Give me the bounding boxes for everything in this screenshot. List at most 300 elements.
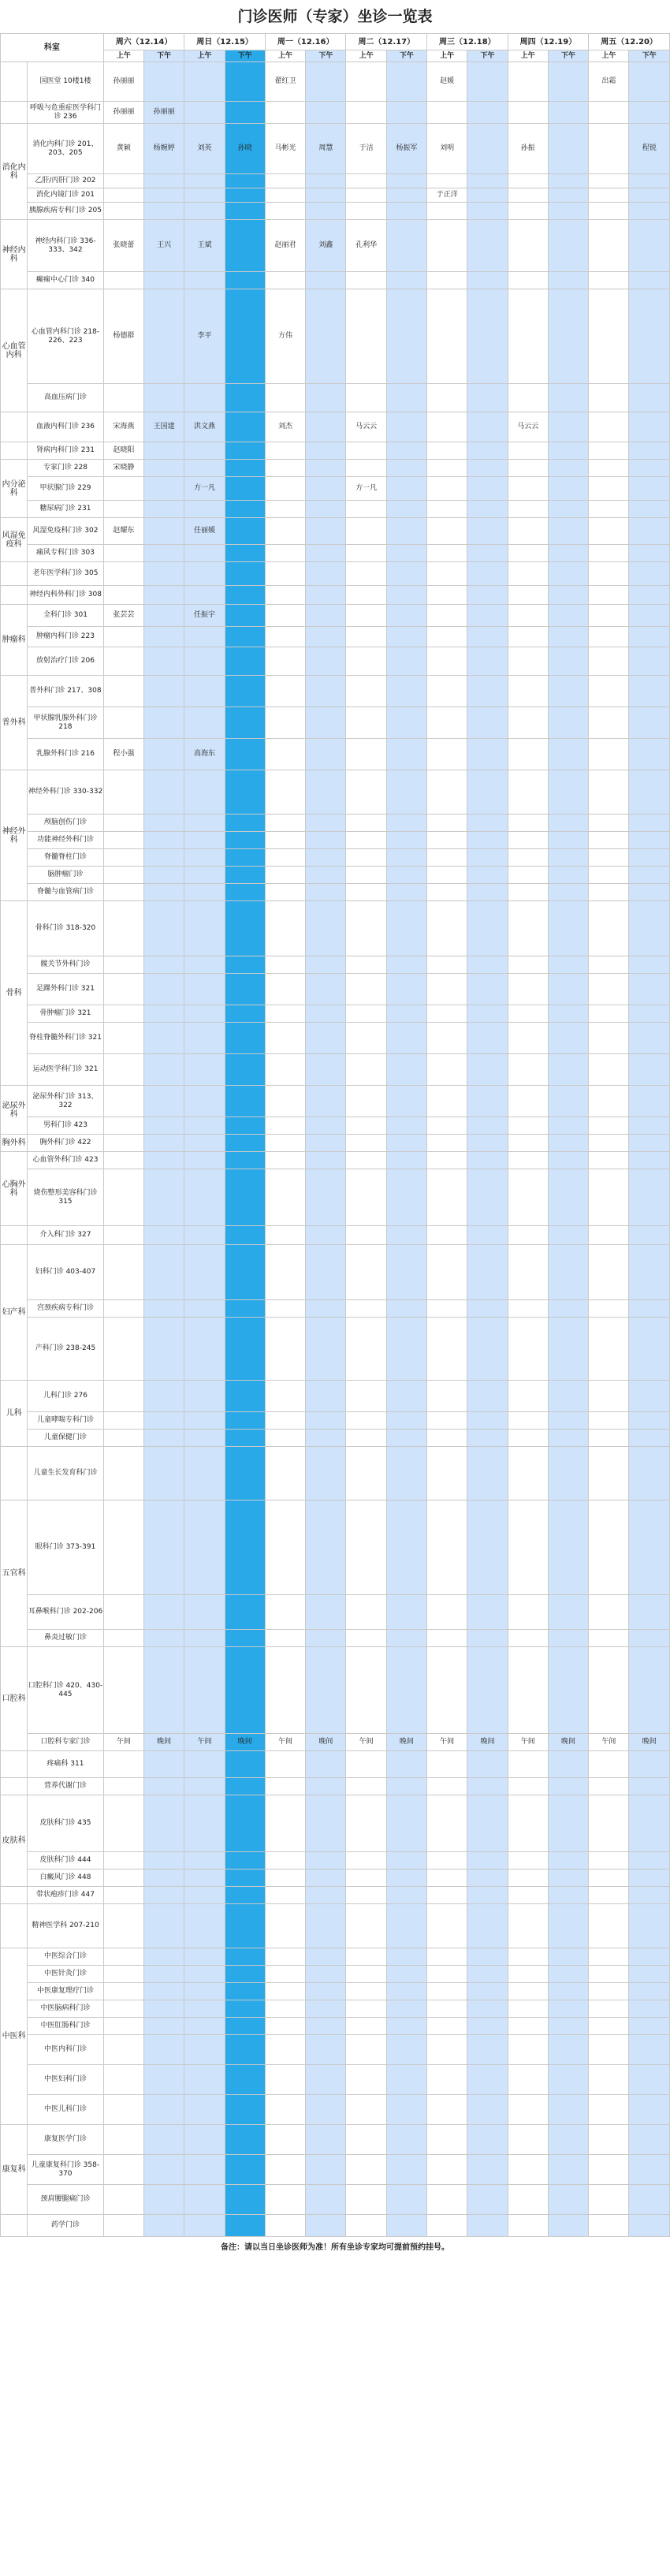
doctor-cell [589,707,629,739]
doctor-cell [346,605,386,627]
table-row [1,1630,670,1647]
doctor-cell [427,1948,467,1966]
corner-label: 科室 [1,34,104,62]
doctor-cell [306,1226,346,1245]
doctor-cell [508,1966,548,1983]
clinic-cell: 儿童康复科门诊 358-370 [28,2155,104,2185]
doctor-cell [467,1887,508,1904]
doctor-cell [629,1169,670,1226]
doctor-cell: 午间 [589,1734,629,1751]
table-row [1,562,670,586]
doctor-cell [144,1086,184,1117]
doctor-cell [184,867,225,884]
doctor-cell [589,2155,629,2185]
doctor-cell [548,1117,588,1135]
doctor-cell [346,2018,386,2035]
doctor-cell [346,627,386,647]
doctor-cell: 张芸芸 [103,605,143,627]
doctor-cell [225,2000,265,2018]
day-header: 周一（12.16） [265,34,346,50]
doctor-cell [467,815,508,832]
doctor-cell [629,1005,670,1023]
table-row [1,2065,670,2095]
doctor-cell [548,2000,588,2018]
doctor-cell [589,1948,629,1966]
doctor-cell [184,1430,225,1447]
doctor-cell [508,1226,548,1245]
doctor-cell [184,1500,225,1595]
doctor-cell [508,901,548,956]
table-row [1,849,670,867]
doctor-cell [508,974,548,1005]
doctor-cell [184,1169,225,1226]
doctor-cell [225,2018,265,2035]
doctor-cell [548,384,588,412]
doctor-cell [548,647,588,676]
doctor-cell [265,849,305,867]
doctor-cell [386,1904,426,1948]
doctor-cell [225,739,265,770]
clinic-cell: 神经外科门诊 330-332 [28,770,104,815]
doctor-cell [508,1595,548,1630]
doctor-cell [548,1318,588,1381]
doctor-cell [589,1778,629,1795]
department-cell: 儿科 [1,1381,28,1447]
doctor-cell [346,1054,386,1086]
doctor-cell: 宋海燕 [103,412,143,442]
doctor-cell [265,2018,305,2035]
doctor-cell [265,1169,305,1226]
doctor-cell [467,2125,508,2155]
doctor-cell [467,1023,508,1054]
doctor-cell [548,412,588,442]
doctor-cell: 赵丽君 [265,220,305,272]
table-row [1,2185,670,2215]
doctor-cell [386,188,426,203]
doctor-cell [629,1948,670,1966]
doctor-cell [467,1005,508,1023]
doctor-cell [548,501,588,518]
clinic-cell: 产科门诊 238-245 [28,1318,104,1381]
doctor-cell [508,1005,548,1023]
doctor-cell [427,1595,467,1630]
clinic-cell: 皮肤科门诊 444 [28,1852,104,1870]
doctor-cell [589,2185,629,2215]
doctor-cell [225,174,265,188]
doctor-cell [467,188,508,203]
doctor-cell [629,1152,670,1169]
table-row [1,1412,670,1430]
doctor-cell [346,1300,386,1318]
doctor-cell [265,2095,305,2125]
doctor-cell [548,124,588,174]
doctor-cell [103,1500,143,1595]
doctor-cell: 程小强 [103,739,143,770]
doctor-cell [346,1245,386,1300]
doctor-cell [589,1795,629,1852]
doctor-cell [467,1904,508,1948]
doctor-cell [144,1751,184,1778]
doctor-cell [467,901,508,956]
department-cell: 胸外科 [1,1135,28,1152]
doctor-cell [548,1447,588,1500]
doctor-cell [103,1887,143,1904]
table-row [1,1005,670,1023]
day-header: 周六（12.14） [103,34,184,50]
doctor-cell [629,2155,670,2185]
doctor-cell [589,2035,629,2065]
doctor-cell [629,203,670,220]
doctor-cell [225,2215,265,2237]
doctor-cell [265,1630,305,1647]
doctor-cell [589,676,629,707]
doctor-cell [629,1852,670,1870]
doctor-cell [225,605,265,627]
doctor-cell [589,442,629,460]
doctor-cell [386,1870,426,1887]
doctor-cell [346,2095,386,2125]
doctor-cell [548,1430,588,1447]
doctor-cell [306,1245,346,1300]
doctor-cell [103,2018,143,2035]
doctor-cell [508,739,548,770]
doctor-cell [103,1300,143,1318]
doctor-cell [346,1795,386,1852]
doctor-cell [508,272,548,289]
doctor-cell [225,707,265,739]
doctor-cell [427,605,467,627]
doctor-cell [386,220,426,272]
doctor-cell: 孔利华 [346,220,386,272]
doctor-cell [548,477,588,501]
doctor-cell [467,1630,508,1647]
doctor-cell [306,1086,346,1117]
doctor-cell [144,272,184,289]
doctor-cell [265,1595,305,1630]
doctor-cell [225,1983,265,2000]
doctor-cell [225,1630,265,1647]
doctor-cell [386,1795,426,1852]
doctor-cell [103,1381,143,1412]
clinic-cell: 骨肿瘤门诊 321 [28,1005,104,1023]
doctor-cell [144,2000,184,2018]
doctor-cell [508,849,548,867]
doctor-cell [548,605,588,627]
department-cell [1,1778,28,1795]
table-row [1,62,670,102]
table-row [1,1245,670,1300]
doctor-cell [386,203,426,220]
doctor-cell [629,1430,670,1447]
doctor-cell [225,203,265,220]
doctor-cell [386,770,426,815]
department-cell [1,442,28,460]
clinic-cell: 血液内科门诊 236 [28,412,104,442]
doctor-cell [225,2125,265,2155]
doctor-cell [184,1948,225,1966]
doctor-cell [386,815,426,832]
doctor-cell [225,442,265,460]
doctor-cell [306,174,346,188]
clinic-cell: 肾病内科门诊 231 [28,442,104,460]
doctor-cell [589,586,629,605]
doctor-cell [144,901,184,956]
doctor-cell [346,586,386,605]
doctor-cell [306,1966,346,1983]
clinic-cell: 皮肤科门诊 435 [28,1795,104,1852]
doctor-cell [184,1904,225,1948]
doctor-cell [548,1778,588,1795]
doctor-cell [184,1226,225,1245]
doctor-cell [467,1500,508,1595]
doctor-cell [467,518,508,545]
doctor-cell [346,562,386,586]
doctor-cell [508,460,548,477]
doctor-cell [144,174,184,188]
doctor-cell [386,605,426,627]
doctor-cell [467,1135,508,1152]
doctor-cell [225,1226,265,1245]
doctor-cell [508,1447,548,1500]
doctor-cell [467,501,508,518]
doctor-cell [467,1430,508,1447]
doctor-cell [184,832,225,849]
doctor-cell: 高海东 [184,739,225,770]
doctor-cell [629,1086,670,1117]
doctor-cell [589,815,629,832]
doctor-cell [508,815,548,832]
doctor-cell [548,102,588,124]
doctor-cell [265,545,305,562]
doctor-cell: 午间 [103,1734,143,1751]
doctor-cell [548,1500,588,1595]
doctor-cell [629,2215,670,2237]
doctor-cell [265,1500,305,1595]
doctor-cell [306,562,346,586]
doctor-cell [386,1887,426,1904]
doctor-cell [548,2065,588,2095]
doctor-cell [184,1966,225,1983]
doctor-cell: 方一凡 [184,477,225,501]
doctor-cell [589,1647,629,1734]
doctor-cell [386,174,426,188]
doctor-cell [629,102,670,124]
doctor-cell [548,518,588,545]
doctor-cell [265,2035,305,2065]
morning-header: 上午 [346,50,386,62]
clinic-cell: 带状疱疹门诊 447 [28,1887,104,1904]
doctor-cell [629,586,670,605]
doctor-cell [548,2018,588,2035]
doctor-cell [225,545,265,562]
doctor-cell [467,384,508,412]
doctor-cell: 于洁 [346,124,386,174]
table-row [1,974,670,1005]
morning-header: 上午 [265,50,305,62]
doctor-cell [508,203,548,220]
doctor-cell [427,1966,467,1983]
doctor-cell [346,1778,386,1795]
doctor-cell [225,1152,265,1169]
doctor-cell [103,1023,143,1054]
doctor-cell [306,1117,346,1135]
doctor-cell [386,901,426,956]
doctor-cell [589,647,629,676]
doctor-cell [589,1169,629,1226]
doctor-cell [467,460,508,477]
doctor-cell [265,2065,305,2095]
doctor-cell [629,1412,670,1430]
table-row [1,1226,670,1245]
doctor-cell [346,815,386,832]
doctor-cell [508,832,548,849]
clinic-cell: 妇科门诊 403-407 [28,1245,104,1300]
doctor-cell [629,412,670,442]
clinic-cell: 老年医学科门诊 305 [28,562,104,586]
table-row [1,384,670,412]
doctor-cell [225,1948,265,1966]
doctor-cell [508,1117,548,1135]
doctor-cell [629,1887,670,1904]
doctor-cell [427,460,467,477]
doctor-cell [427,477,467,501]
doctor-cell [589,460,629,477]
doctor-cell [467,2035,508,2065]
clinic-cell: 介入科门诊 327 [28,1226,104,1245]
doctor-cell [306,1751,346,1778]
doctor-cell [427,586,467,605]
doctor-cell [386,2185,426,2215]
doctor-cell [548,188,588,203]
doctor-cell [184,1630,225,1647]
doctor-cell [103,1152,143,1169]
doctor-cell [103,1630,143,1647]
doctor-cell [306,1135,346,1152]
clinic-cell: 肿瘤内科门诊 223 [28,627,104,647]
doctor-cell [225,188,265,203]
clinic-cell: 疼痛科 311 [28,1751,104,1778]
doctor-cell [265,518,305,545]
doctor-cell: 午间 [346,1734,386,1751]
doctor-cell [306,974,346,1005]
doctor-cell [427,384,467,412]
doctor-cell [306,627,346,647]
doctor-cell [386,2065,426,2095]
doctor-cell [346,289,386,384]
doctor-cell: 刘英 [184,124,225,174]
doctor-cell [306,188,346,203]
doctor-cell [427,1870,467,1887]
doctor-cell [144,832,184,849]
table-row [1,460,670,477]
doctor-cell [265,1412,305,1430]
doctor-cell [589,1226,629,1245]
doctor-cell [508,501,548,518]
doctor-cell [589,102,629,124]
doctor-cell [589,203,629,220]
doctor-cell [184,627,225,647]
doctor-cell [508,220,548,272]
doctor-cell [589,1245,629,1300]
doctor-cell [184,2215,225,2237]
doctor-cell [346,1169,386,1226]
doctor-cell [467,545,508,562]
doctor-cell [548,2155,588,2185]
doctor-cell: 晚间 [548,1734,588,1751]
doctor-cell [629,188,670,203]
doctor-cell [629,1135,670,1152]
doctor-cell [548,1966,588,1983]
doctor-cell [427,1381,467,1412]
department-cell: 肿瘤科 [1,605,28,676]
doctor-cell [508,605,548,627]
doctor-cell [467,956,508,974]
clinic-cell: 乙肝/丙肝门诊 202 [28,174,104,188]
clinic-cell: 癫痫中心门诊 340 [28,272,104,289]
doctor-cell [265,272,305,289]
doctor-cell [346,1135,386,1152]
doctor-cell [589,832,629,849]
doctor-cell [346,2125,386,2155]
doctor-cell [346,1005,386,1023]
doctor-cell [548,220,588,272]
doctor-cell [386,2215,426,2237]
doctor-cell [548,174,588,188]
doctor-cell [346,1983,386,2000]
doctor-cell [346,1904,386,1948]
doctor-cell [386,1852,426,1870]
day-header: 周二（12.17） [346,34,427,50]
doctor-cell [184,647,225,676]
doctor-cell [225,1381,265,1412]
table-row [1,174,670,188]
doctor-cell [427,1447,467,1500]
doctor-cell [629,627,670,647]
clinic-cell: 糖尿病门诊 231 [28,501,104,518]
doctor-cell [103,1054,143,1086]
doctor-cell [144,884,184,901]
doctor-cell [467,1795,508,1852]
doctor-cell [103,815,143,832]
doctor-cell [589,1751,629,1778]
doctor-cell [386,974,426,1005]
doctor-cell [427,1245,467,1300]
doctor-cell [306,884,346,901]
doctor-cell [386,1381,426,1412]
doctor-cell [427,102,467,124]
doctor-cell [548,1226,588,1245]
clinic-cell: 白癜风门诊 448 [28,1870,104,1887]
doctor-cell: 晚间 [306,1734,346,1751]
doctor-cell [225,1117,265,1135]
doctor-cell [346,272,386,289]
doctor-cell [225,849,265,867]
doctor-cell [225,974,265,1005]
doctor-cell [629,884,670,901]
morning-header: 上午 [508,50,548,62]
doctor-cell [629,1226,670,1245]
clinic-cell: 中医肛肠科门诊 [28,2018,104,2035]
doctor-cell [103,203,143,220]
clinic-cell: 风湿免疫科门诊 302 [28,518,104,545]
table-row [1,1135,670,1152]
doctor-cell [548,956,588,974]
doctor-cell [386,518,426,545]
doctor-cell [306,2185,346,2215]
doctor-cell [467,605,508,627]
doctor-cell [225,1005,265,1023]
doctor-cell [184,442,225,460]
